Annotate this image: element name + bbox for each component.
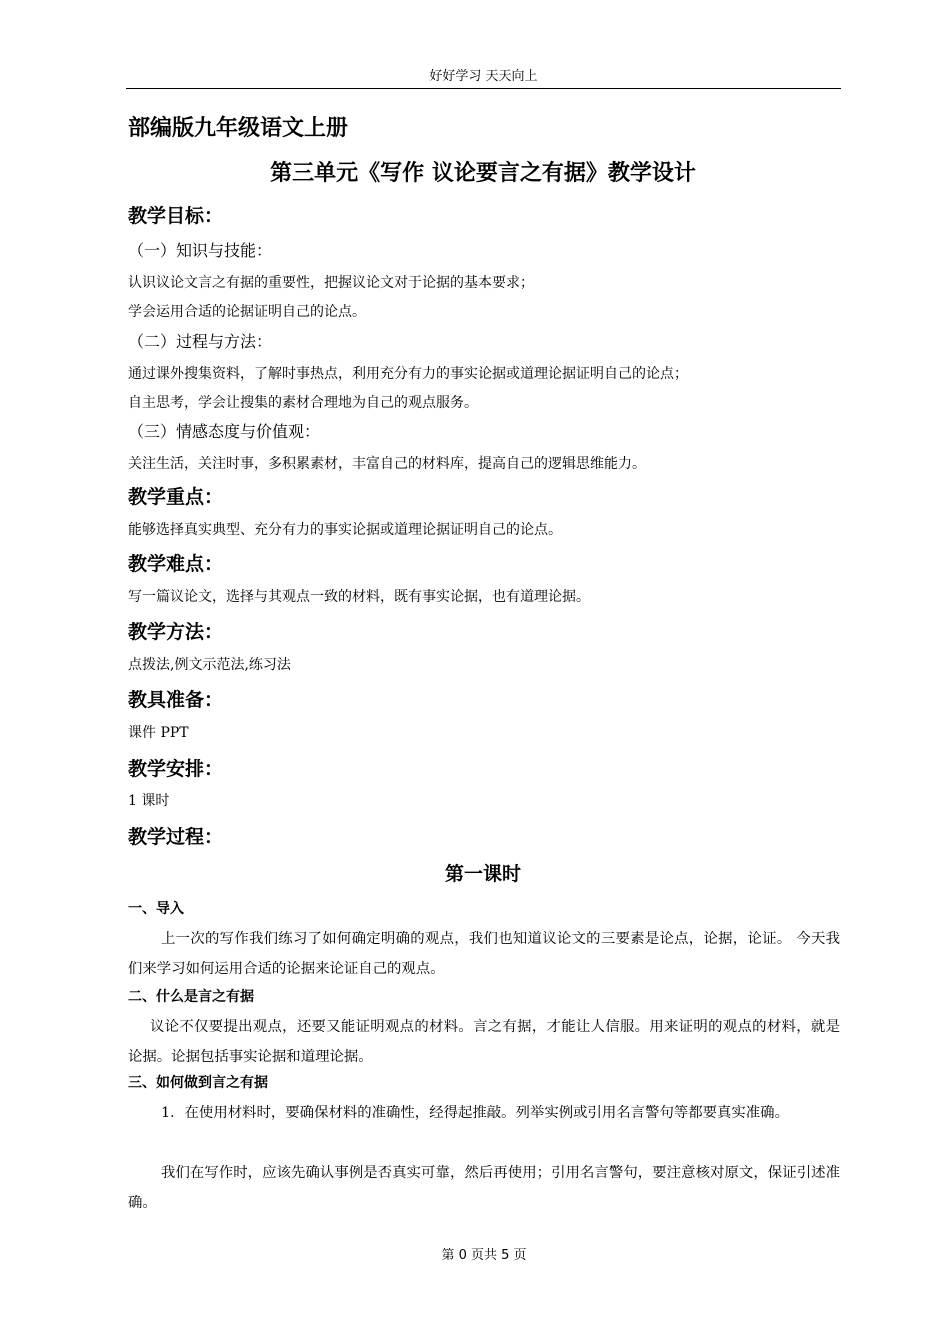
objectives-sub3-line1: 关注生活，关注时事，多积累素材，丰富自己的材料库，提高自己的逻辑思维能力。	[128, 456, 646, 472]
schedule-text: 1 课时	[128, 793, 170, 809]
tools-heading: 教具准备：	[128, 689, 224, 711]
page-header: 好好学习 天天向上	[126, 66, 841, 89]
objectives-sub2: （二）过程与方法：	[128, 332, 273, 351]
difficulties-text: 写一篇议论文，选择与其观点一致的材料，既有事实论据，也有道理论据。	[128, 589, 590, 605]
process-heading: 教学过程：	[128, 826, 224, 848]
section3-title: 三、如何做到言之有据	[128, 1075, 268, 1091]
section1-title: 一、导入	[128, 901, 184, 917]
doc-title-line1: 部编版九年级语文上册	[128, 116, 349, 141]
objectives-heading: 教学目标：	[128, 205, 224, 227]
key-points-text: 能够选择真实典型、充分有力的事实论据或道理论据证明自己的论点。	[128, 522, 562, 538]
objectives-sub1-line2: 学会运用合适的论据证明自己的论点。	[128, 304, 366, 320]
difficulties-heading: 教学难点：	[128, 553, 224, 575]
section2-title: 二、什么是言之有据	[128, 989, 254, 1005]
objectives-sub2-line1: 通过课外搜集资料，了解时事热点，利用充分有力的事实论据或道理论据证明自己的论点；	[128, 366, 688, 382]
section3-paragraph2: 我们在写作时，应该先确认事例是否真实可靠，然后再使用；引用名言警句，要注意核对原文，保证引述准确。	[128, 1165, 840, 1211]
key-points-heading: 教学重点：	[128, 486, 224, 508]
section2-paragraph: 议论不仅要提出观点，还要又能证明观点的材料。言之有据，才能让人信服。用来证明的观点的材料，就是论据。论据包括事实论据和道理论据。	[128, 1019, 840, 1065]
objectives-sub3: （三）情感态度与价值观：	[128, 422, 321, 441]
doc-title-line2: 第三单元《写作 议论要言之有据》教学设计	[270, 161, 696, 186]
methods-text: 点拨法,例文示范法,练习法	[128, 657, 291, 673]
tools-text: 课件 PPT	[128, 725, 189, 741]
methods-heading: 教学方法：	[128, 621, 224, 643]
objectives-sub1: （一）知识与技能：	[128, 241, 273, 260]
lesson-title: 第一课时	[444, 863, 521, 885]
page-footer: 第 0 页共 5 页	[441, 1248, 527, 1263]
objectives-sub1-line1: 认识议论文言之有据的重要性，把握议论文对于论据的基本要求；	[128, 275, 534, 291]
objectives-sub2-line2: 自主思考，学会让搜集的素材合理地为自己的观点服务。	[128, 395, 478, 411]
schedule-heading: 教学安排：	[128, 758, 224, 780]
section1-paragraph: 上一次的写作我们练习了如何确定明确的观点，我们也知道议论文的三要素是论点，论据，论证。 今天我们来学习如何运用合适的论据来论证自己的观点。	[128, 931, 840, 977]
section3-paragraph1: 1．在使用材料时，要确保材料的准确性，经得起推敲。列举实例或引用名言警句等都要真实准确。	[161, 1105, 789, 1121]
